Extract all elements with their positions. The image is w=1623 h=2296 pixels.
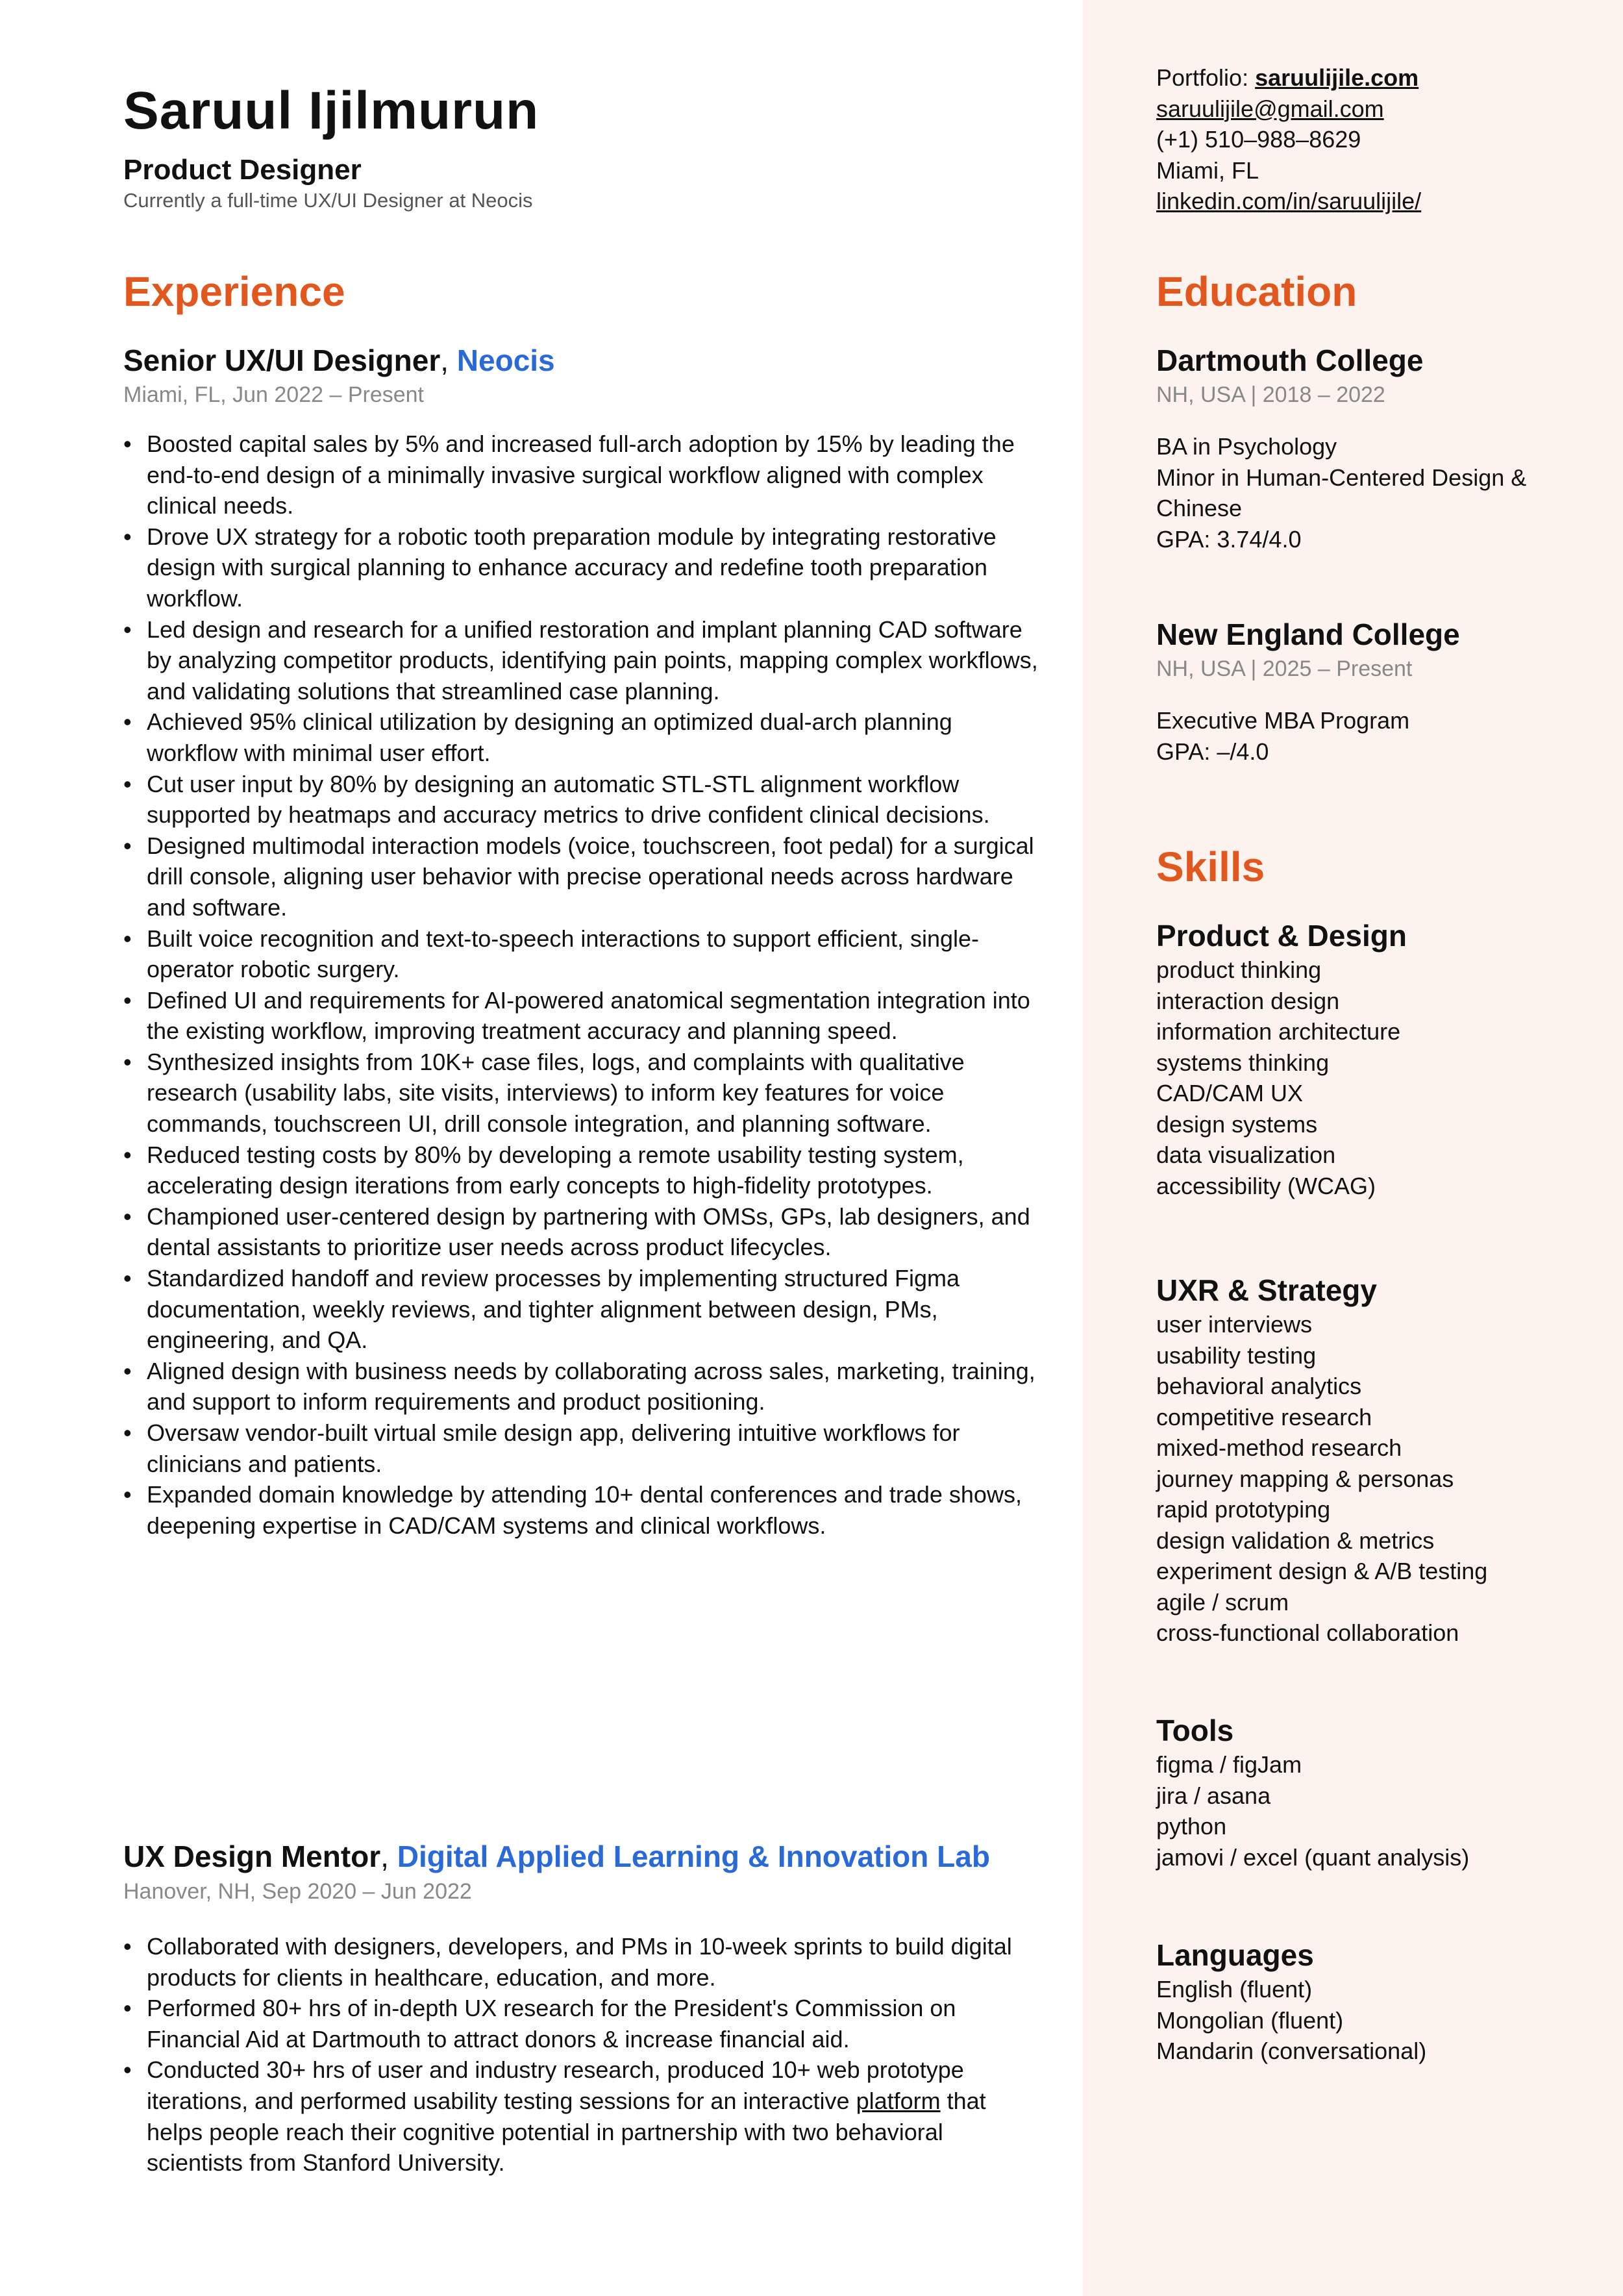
candidate-subtitle: Currently a full-time UX/UI Designer at Neocis [123,189,533,212]
job-bullet: • Built voice recognition and text-to-speech interactions to support efficient, single-operator robotic surgery. [147,923,1043,985]
skill-list [1156,1309,1487,1649]
portfolio-label: Portfolio: [1156,64,1256,91]
job-bullet-list [123,1931,1043,2178]
job-heading [123,1840,990,1873]
skill-item: experiment design & A/B testing [1156,1558,1488,1584]
school-name: Dartmouth College [1156,343,1424,377]
skill-item: interaction design [1156,987,1340,1014]
job-bullet: • Defined UI and requirements for AI-powered anatomical segmentation integration into the existing workflow, improving treatment accuracy and planning speed. [147,985,1043,1047]
school-detail-line: Minor in Human-Centered Design & Chinese [1156,464,1527,521]
portfolio-link[interactable]: saruulijile.com [1255,64,1419,91]
skills-heading: Skills [1156,843,1265,890]
platform-link[interactable]: platform [856,2087,941,2114]
skill-item: mixed-method research [1156,1434,1402,1461]
school-name: New England College [1156,618,1460,651]
job-bullet: • Boosted capital sales by 5% and increased full-arch adoption by 15% by leading the end-to-end design of a minimally invasive surgical workflow aligned with complex clinical needs. [147,429,1043,521]
skill-item: figma / figJam [1156,1751,1302,1778]
job-heading [123,344,555,377]
skill-item: jamovi / excel (quant analysis) [1156,1843,1470,1871]
contact-block [1156,62,1421,217]
job-bullet: • Aligned design with business needs by collaborating across sales, marketing, training, and support to inform requirements and product positioning. [147,1356,1043,1417]
school-meta: NH, USA | 2018 – 2022 [1156,382,1385,407]
skill-group-title: UXR & Strategy [1156,1273,1377,1307]
job-company: Neocis [456,343,555,377]
job-bullet: • Led design and research for a unified restoration and implant planning CAD software by analyzing competitor products, identifying pain points, mapping complex workflows, and validating solutions that streamlined case planning. [147,614,1043,707]
skill-item: systems thinking [1156,1049,1330,1076]
email-link[interactable]: saruulijile@gmail.com [1156,95,1384,122]
school-detail-line: Executive MBA Program [1156,707,1410,734]
job-separator: , [440,343,457,377]
job-bullet: • Performed 80+ hrs of in-depth UX research for the President's Commission on Financial Aid at Dartmouth to attract donors & increase financial aid. [147,1993,1043,2054]
candidate-name: Saruul Ijilmurun [123,81,539,140]
job-bullet: • Championed user-centered design by partnering with OMSs, GPs, lab designers, and dental assistants to prioritize user needs across product lifecycles. [147,1201,1043,1263]
skill-item: rapid prototyping [1156,1496,1331,1523]
skill-item: python [1156,1813,1227,1840]
skill-item: English (fluent) [1156,1976,1313,2003]
skill-item: behavioral analytics [1156,1373,1362,1399]
job-meta: Hanover, NH, Sep 2020 – Jun 2022 [123,1879,472,1904]
skill-group-title: Languages [1156,1938,1314,1972]
job-role: Senior UX/UI Designer [123,343,441,377]
job-bullet: • Standardized handoff and review processes by implementing structured Figma documentation, weekly reviews, and tighter alignment between design, PMs, engineering, and QA. [147,1263,1043,1356]
job-bullet: • Designed multimodal interaction models (voice, touchscreen, foot pedal) for a surgical drill console, aligning user behavior with precise operational needs across hardware and software. [147,830,1043,923]
school-detail-line: GPA: 3.74/4.0 [1156,525,1302,553]
skill-item: design systems [1156,1110,1318,1138]
job-bullet: • Synthesized insights from 10K+ case files, logs, and complaints with qualitative research (usability labs, site visits, interviews) to inform key features for voice commands, touchscreen UI, drill console integration, and planning software. [147,1047,1043,1140]
skill-item: Mandarin (conversational) [1156,2038,1427,2064]
skill-item: cross-functional collaboration [1156,1619,1459,1646]
linkedin-link[interactable]: linkedin.com/in/saruulijile/ [1156,188,1422,214]
phone-number: (+1) 510–988–8629 [1156,126,1361,153]
job-bullet-list [123,429,1043,1541]
job-bullet: • Achieved 95% clinical utilization by designing an optimized dual-arch planning workflow with minimal user effort. [147,706,1043,768]
skill-item: Mongolian (fluent) [1156,2006,1344,2034]
school-meta: NH, USA | 2025 – Present [1156,656,1413,681]
job-bullet: • Drove UX strategy for a robotic tooth preparation module by integrating restorative design with surgical planning to enhance accuracy and redefine tooth preparation workflow. [147,521,1043,614]
job-bullet-text: Conducted 30+ hrs of user and industry research, produced 10+ web prototype iterations, and performed usability testing sessions for an interactive [147,2056,964,2114]
skill-item: agile / scrum [1156,1588,1289,1616]
skill-item: accessibility (WCAG) [1156,1172,1376,1199]
skill-item: data visualization [1156,1142,1336,1168]
job-bullet: • Expanded domain knowledge by attending 10+ dental conferences and trade shows, deepening expertise in CAD/CAM systems and clinical workflows. [147,1479,1043,1541]
job-bullet: • Cut user input by 80% by designing an automatic STL-STL alignment workflow supported by heatmaps and accuracy metrics to drive confident clinical decisions. [147,769,1043,830]
job-role: UX Design Mentor [123,1840,381,1873]
candidate-title: Product Designer [123,154,362,186]
experience-heading: Experience [123,268,345,315]
skill-item: journey mapping & personas [1156,1465,1454,1492]
skill-list [1156,1749,1469,1873]
location: Miami, FL [1156,156,1259,184]
skill-item: usability testing [1156,1341,1317,1369]
skill-list [1156,1974,1426,2067]
skill-list [1156,955,1400,1201]
skill-item: information architecture [1156,1018,1401,1045]
job-bullet: • Reduced testing costs by 80% by developing a remote usability testing system, accelerating design iterations from early concepts to high-fidelity prototypes. [147,1140,1043,1201]
skill-group-title: Product & Design [1156,919,1407,953]
job-separator: , [380,1840,397,1873]
job-bullet-text: that helps people reach their cognitive potential in partnership with two behavioral scientists from Stanford University. [147,2087,986,2177]
job-meta: Miami, FL, Jun 2022 – Present [123,382,425,407]
job-bullet [147,2054,1043,2178]
education-heading: Education [1156,268,1357,315]
skill-item: competitive research [1156,1403,1372,1430]
skill-group-title: Tools [1156,1714,1234,1747]
skill-item: design validation & metrics [1156,1527,1435,1554]
school-detail-line: GPA: –/4.0 [1156,738,1269,765]
job-bullet: • Oversaw vendor-built virtual smile design app, delivering intuitive workflows for clinicians and patients. [147,1417,1043,1479]
skill-item: jira / asana [1156,1782,1271,1809]
school-details [1156,431,1604,555]
school-details [1156,705,1604,767]
school-detail-line: BA in Psychology [1156,433,1337,460]
skill-item: product thinking [1156,956,1322,983]
job-company: Digital Applied Learning & Innovation Lab [397,1840,990,1873]
skill-item: CAD/CAM UX [1156,1080,1304,1106]
portfolio-line [1156,62,1421,94]
skill-item: user interviews [1156,1311,1313,1338]
job-bullet: • Collaborated with designers, developers, and PMs in 10-week sprints to build digital products for clients in healthcare, education, and more. [147,1931,1043,1993]
